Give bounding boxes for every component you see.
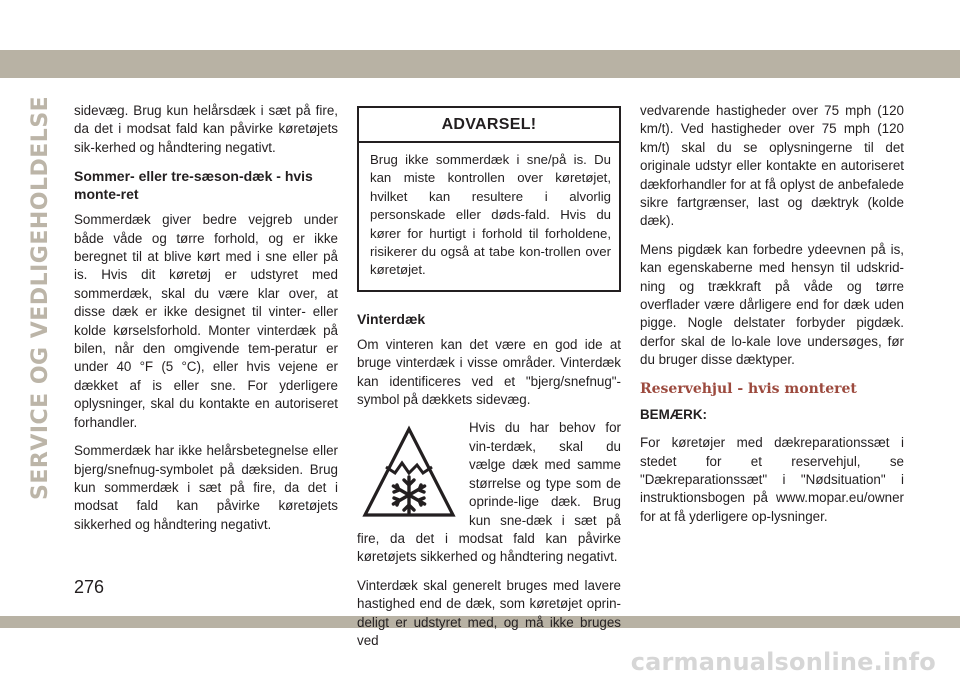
warning-box [357,106,621,292]
mountain-snowflake-icon [361,423,457,521]
section-heading: Vinterdæk [357,310,426,327]
header-band [0,50,960,78]
paragraph: sidevæg. Brug kun helårsdæk i sæt på fire, da det i modsat fald kan påvirke køretøjets sik-kerhed og håndtering negativt. [74,103,338,155]
page-number: 276 [74,577,105,597]
warning-title: ADVARSEL! [359,108,619,143]
warning-text: Brug ikke sommerdæk i sne/på is. Du kan miste kontrollen over køretøjet, hvilket kan resultere i alvorlig personskade eller døds-fald. Hvis du kører for hurtigt i forhold til forholdene, risikerer du også at tabe kon-trollen over køretøjet. [370,152,611,278]
paragraph: Vinterdæk skal generelt bruges med lavere hastighed end de dæk, som køretøjet oprin-deligt er udstyret med, og må ikke bruges ved [357,577,621,648]
column-1 [74,102,338,544]
paragraph: Hvis du har behov for vin-terdæk, skal du vælge dæk med samme størrelse og type som de oprinde-lige dæk. Brug kun sne-dæk i sæt på fire, da det i modsat fald kan påvirke køretøjets sikkerhed og håndtering negativt. [357,420,621,565]
snow-tire-block [357,419,621,576]
section-side-title: SERVICE OG VEDLIGEHOLDELSE [28,95,53,500]
paragraph: Sommerdæk har ikke helårsbetegnelse eller bjerg/snefnug-symbolet på dæksiden. Brug kun sommerdæk i sæt på fire, da det i modsat fald kan påvirke køretøjets sikkerhed og håndtering negativt. [74,443,338,532]
paragraph: Mens pigdæk kan forbedre ydeevnen på is, kan egenskaberne med hensyn til udskrid-ning og trækkraft på våde og tørre overflader være dårligere end for dæk uden pigge. Nogle delstater forbyder pigdæk. derfor skal de lo-kale love undersøges, før du bruger disse dæktyper. [640,241,904,368]
paragraph: Om vinteren kan det være en god ide at bruge vinterdæk i visse områder. Vinterdæk kan identificeres ved et "bjerg/snefnug"-symbol på dækkets sidevæg. [357,336,621,408]
note-label: BEMÆRK: [640,406,707,422]
column-3 [640,102,904,536]
section-heading-spare-wheel: Reservehjul - hvis monteret [640,380,857,397]
paragraph: For køretøjer med dækreparationssæt i stedet for et reservehjul, se "Dækreparationssæt" i "Nødsituation" i instruktionsbogen på www.mopar.eu/owner for at få yderligere op-lysninger. [640,435,904,524]
section-heading: Sommer- eller tre-sæson-dæk - hvis monte-ret [74,168,313,203]
watermark: carmanualsonline.info [630,648,936,676]
column-2 [357,102,621,660]
paragraph: Sommerdæk giver bedre vejgreb under både våde og tørre forhold, og er ikke beregnet til at blive kørt med i sne eller på is. Hvis dit køretøj er udstyret med sommerdæk, skal du være klar over, at disse dæk er ikke designet til vinter- eller kolde kørselsforhold. Monter vinterdæk på bilen, når den omgivende tem-peratur er under 40 °F (5 °C), eller hvis vejene er dækket af is eller sne. For yderligere oplysninger, skal du kontakte en autoriseret forhandler. [74,212,338,430]
paragraph: vedvarende hastigheder over 75 mph (120 km/t). Ved hastigheder over 75 mph (120 km/t) skal du se oplysningerne til det originale udstyr eller kontakte en autoriseret dækforhandler for at få oplyst de anbefalede sikre fartgrænser, last og dæktryk (kolde dæk). [640,103,904,229]
